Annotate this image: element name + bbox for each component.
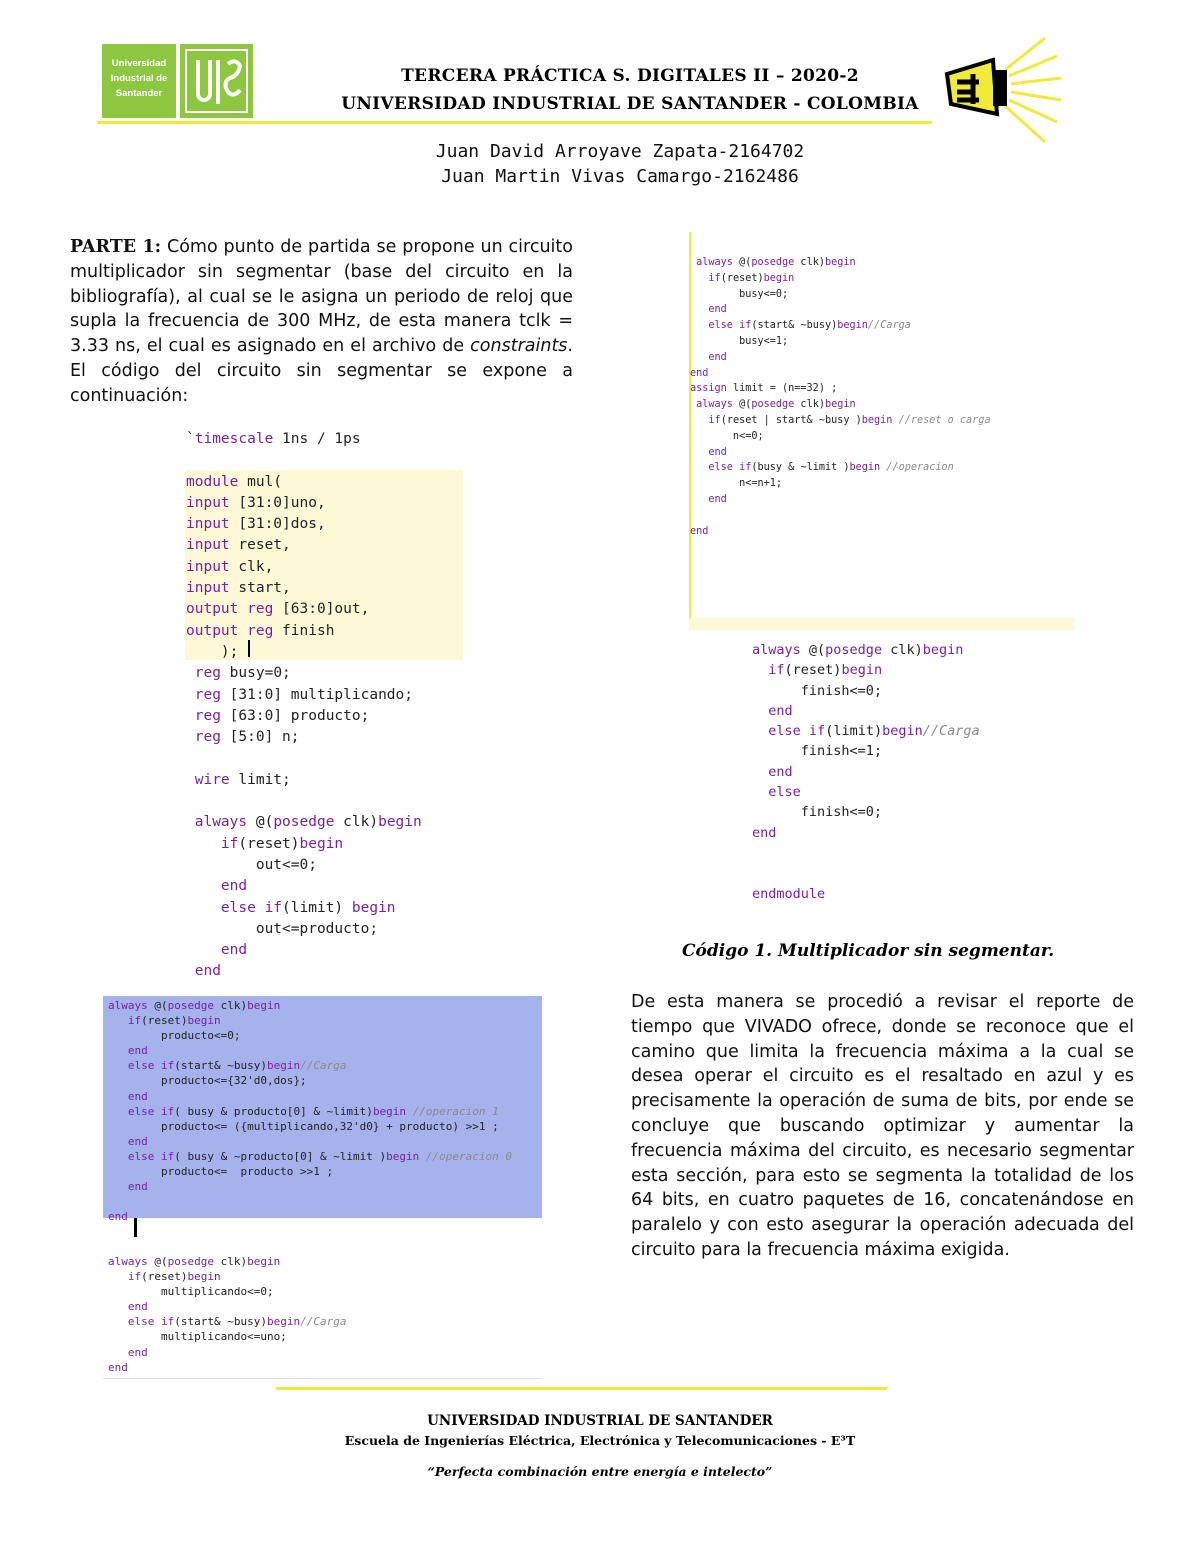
footer-school: Escuela de Ingenierías Eléctrica, Electrónica y Telecomunicaciones - E³T xyxy=(344,1433,856,1448)
code-line: finish<=0; xyxy=(752,804,883,821)
part1-text-italic: constraints xyxy=(470,336,568,357)
code-multiplicando-snippet xyxy=(108,1254,346,1375)
code-line: end xyxy=(127,1345,148,1359)
code-line: if(reset)begin xyxy=(127,1270,221,1284)
text-cursor xyxy=(248,640,250,657)
code-line: end xyxy=(127,1180,148,1194)
code-line: end xyxy=(220,878,248,895)
code-line: input [31:0]uno, xyxy=(186,494,326,511)
code-line: always @(posedge clk)begin xyxy=(108,1255,281,1268)
code-line: else if( busy & ~producto[0] & ~limit )begin //operacion 0 xyxy=(127,1149,513,1163)
uis-logo-image xyxy=(100,42,255,120)
code-line: reg [63:0] producto; xyxy=(194,707,370,724)
code-line: end xyxy=(708,446,727,458)
code-line: end xyxy=(690,525,709,537)
uis-logo xyxy=(100,42,255,120)
code-line: end xyxy=(220,942,248,959)
code-line: always @(posedge clk)begin xyxy=(696,399,856,411)
svg-text:Santander: Santander xyxy=(115,88,163,99)
code-line xyxy=(186,791,422,812)
code-line: input start, xyxy=(186,580,291,597)
code-line: else if(start& ~busy)begin//Carga xyxy=(708,320,911,332)
snippet-divider xyxy=(103,1378,542,1379)
code-line: output reg [63:0]out, xyxy=(186,601,370,618)
code-line: module mul( xyxy=(186,473,283,490)
code-finish-snippet xyxy=(752,640,980,904)
code-line: multiplicando<=uno; xyxy=(108,1330,287,1344)
code-line: if(reset | start& ~busy )begin //reset o carga xyxy=(708,414,991,426)
code-line: busy<=1; xyxy=(690,335,789,347)
footer-motto: “Perfecta combinación entre energía e intelecto” xyxy=(427,1464,773,1479)
code-line: assign limit = (n==32) ; xyxy=(690,383,838,395)
code-line: else if(limit) begin xyxy=(220,899,396,916)
code-line: if(reset)begin xyxy=(127,1014,221,1028)
code-line xyxy=(186,450,422,471)
part1-paragraph xyxy=(70,235,573,409)
code-line: input reset, xyxy=(186,537,291,554)
code-line: end xyxy=(127,1089,148,1103)
footer-divider xyxy=(276,1387,887,1390)
code-line: end xyxy=(768,702,793,719)
code-line: if(reset)begin xyxy=(220,835,344,852)
author-1: Juan David Arroyave Zapata-2164702 xyxy=(435,141,805,162)
document-title-line2: UNIVERSIDAD INDUSTRIAL DE SANTANDER - COLOMBIA xyxy=(341,94,919,114)
code-line: multiplicando<=0; xyxy=(108,1285,274,1299)
part1-label: PARTE 1: xyxy=(70,237,162,257)
code-line: output reg finish xyxy=(186,622,335,639)
part1-text-end: . El código del circuito sin segmentar se expone a continuación: xyxy=(70,336,573,406)
analysis-paragraph: De esta manera se procedió a revisar el reporte de tiempo que VIVADO ofrece, donde se reconoce que el camino que limita la frecuencia máxima a la cual se desea operar el circuito es el resaltado en azul y es precisamente la operación de suma de bits, por ende se concluye que buscando optimizar y aumentar la frecuencia máxima del circuito, es necesario segmentar esta sección, para esto se segmenta la totalidad de los 64 bits, en cuatro paquetes de 16, concatenándose en paralelo y con esto asegurar la operación adecuada del circuito para la frecuencia máxima exigida. xyxy=(631,992,1134,1260)
code-line: else if(start& ~busy)begin//Carga xyxy=(127,1315,347,1329)
code-line: end xyxy=(108,1360,128,1374)
code-line xyxy=(186,748,422,769)
svg-text:Universidad: Universidad xyxy=(111,58,167,69)
header-divider xyxy=(97,121,932,124)
code-line: else xyxy=(768,784,801,801)
code-line: out<=0; xyxy=(186,856,317,873)
code-line: end xyxy=(768,763,793,780)
code-line: always @(posedge clk)begin xyxy=(752,642,964,658)
code-line: reg [31:0] multiplicando; xyxy=(194,686,413,703)
author-2: Juan Martin Vivas Camargo-2162486 xyxy=(441,166,799,187)
code-line: n<=0; xyxy=(690,430,764,442)
code-line: if(reset)begin xyxy=(708,272,795,284)
footer-university: UNIVERSIDAD INDUSTRIAL DE SANTANDER xyxy=(427,1413,773,1429)
document-title-line1: TERCERA PRÁCTICA S. DIGITALES II – 2020-2 xyxy=(401,66,859,86)
svg-text:Industrial de: Industrial de xyxy=(110,73,168,84)
code-line: else if( busy & producto[0] & ~limit)begin //operacion 1 xyxy=(127,1104,499,1118)
code-line: end xyxy=(108,1210,128,1224)
code-line: endmodule xyxy=(752,885,826,902)
code-line: end xyxy=(708,304,727,316)
code-line: busy<=0; xyxy=(690,288,789,300)
code-line: finish<=1; xyxy=(752,743,883,760)
code-main-snippet xyxy=(186,429,422,983)
code-critical-path-snippet xyxy=(108,998,512,1224)
code-line: producto<={32'd0,dos}; xyxy=(108,1074,307,1088)
e3t-logo xyxy=(935,30,1065,150)
snippet-bottom-band xyxy=(689,618,1075,630)
code-line: else if(busy & ~limit )begin //operacion xyxy=(708,462,954,474)
code-line: out<=producto; xyxy=(186,920,379,937)
part1-text: Cómo punto de partida se propone un circuito multiplicador sin segmentar (base del circuito en la bibliografía), al cual se le asigna un periodo de reloj que supla la frecuencia de 300 MHz, de esta manera tclk = 3.33 ns, el cual es asignado en el archivo de xyxy=(70,237,573,357)
code-line: end xyxy=(127,1044,148,1058)
code-line: finish<=0; xyxy=(752,682,883,699)
code-line: producto<= ({multiplicando,32'd0} + producto) >>1 ; xyxy=(108,1119,499,1133)
code-caption: Código 1. Multiplicador sin segmentar. xyxy=(682,941,1055,961)
code-line: end xyxy=(752,824,777,841)
code-line: else if(limit)begin//Carga xyxy=(768,723,980,740)
code-line: end xyxy=(708,493,727,505)
code-line: producto<= producto >>1 ; xyxy=(108,1165,334,1179)
code-line: producto<=0; xyxy=(108,1029,241,1043)
code-line: always @(posedge clk)begin xyxy=(194,814,422,831)
code-line: end xyxy=(127,1134,148,1148)
code-line: wire limit; xyxy=(194,771,291,788)
code-line xyxy=(108,1194,512,1209)
code-line: `timescale 1ns / 1ps xyxy=(186,431,361,447)
code-line xyxy=(690,508,991,524)
code-line xyxy=(752,863,980,883)
code-line: if(reset)begin xyxy=(768,662,883,679)
code-busy-counter-snippet xyxy=(690,255,991,539)
code-line: end xyxy=(708,351,727,363)
code-line: end xyxy=(194,963,221,980)
code-line xyxy=(752,843,980,863)
code-line: end xyxy=(127,1300,148,1314)
code-line: n<=n+1; xyxy=(690,478,783,490)
code-line: reg [5:0] n; xyxy=(194,729,300,746)
code-line: end xyxy=(690,367,709,379)
code-line: always @(posedge clk)begin xyxy=(696,257,856,268)
code-line: input [31:0]dos, xyxy=(186,516,326,533)
e3t-logo-image xyxy=(935,30,1065,150)
text-cursor-2 xyxy=(134,1218,137,1237)
code-line: always @(posedge clk)begin xyxy=(108,999,281,1012)
code-line: reg busy=0; xyxy=(194,665,291,682)
code-line: input clk, xyxy=(186,558,274,575)
code-line: else if(start& ~busy)begin//Carga xyxy=(127,1059,347,1073)
code-line: ); xyxy=(186,643,239,660)
